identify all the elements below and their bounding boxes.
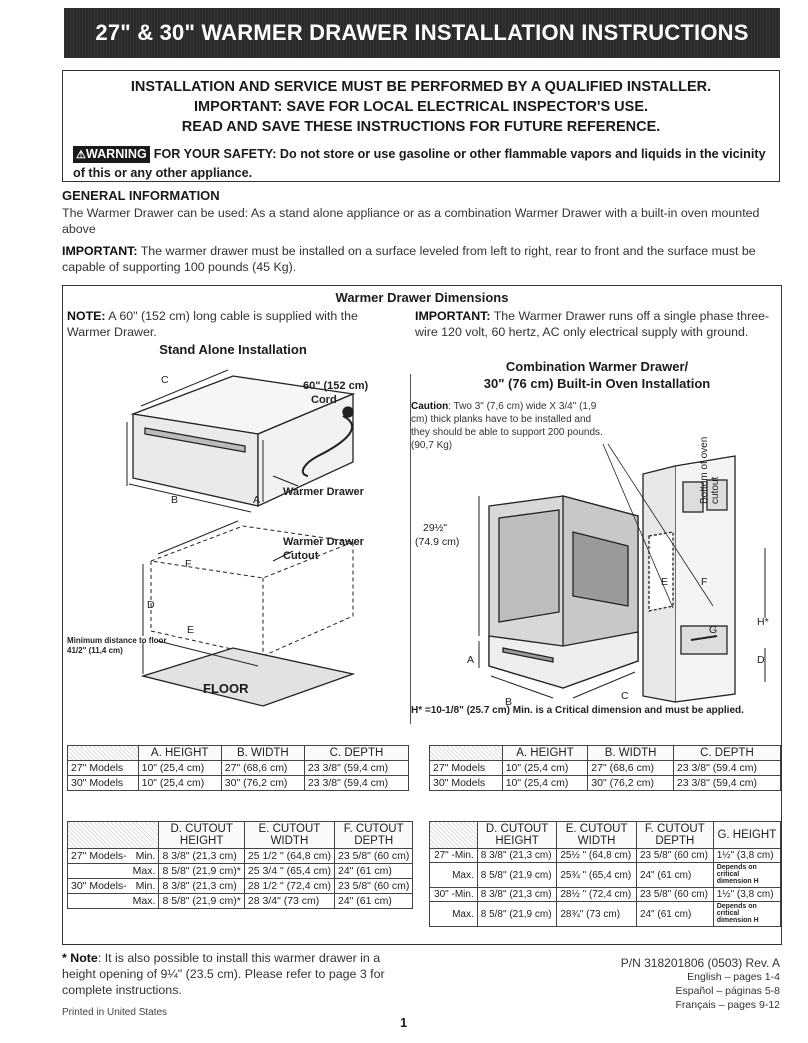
table-cell: 30" (76,2 cm) (221, 776, 304, 791)
critical-dimension-note: H* =10-1/8" (25.7 cm) Min. is a Critical dimension and must be applied. (411, 705, 744, 716)
cutout-table-left (67, 821, 413, 909)
electrical-note (415, 308, 779, 340)
caution-label: Caution (411, 401, 449, 412)
table-cell: 25½ " (64,8 cm) (557, 849, 637, 863)
label-b: B (171, 494, 179, 506)
table-cell: 30" (76,2 cm) (588, 776, 674, 791)
table-row (68, 849, 413, 864)
size-left-header-width: B. WIDTH (221, 746, 304, 761)
important-label: IMPORTANT: (62, 244, 138, 258)
lang-french: Français – pages 9-12 (675, 999, 780, 1011)
cutout-right-header-f (636, 822, 713, 849)
table-cell (68, 864, 130, 879)
table-cell: 24" (61 cm) (334, 864, 412, 879)
cutout-right-corner (430, 822, 478, 849)
table-cell (713, 863, 780, 888)
header-line: F. CUTOUT (343, 823, 404, 835)
size-right-header-width: B. WIDTH (588, 746, 674, 761)
header-line: E. CUTOUT (258, 823, 321, 835)
combination-title (415, 358, 779, 392)
table-cell: 28¾" (73 cm) (557, 902, 637, 927)
size-left-header-height: A. HEIGHT (138, 746, 221, 761)
cutout-right-header-e (557, 822, 637, 849)
table-cell: 23 5/8" (60 cm) (636, 888, 713, 902)
table-cell: Max. (430, 863, 478, 888)
height-opening-note (62, 950, 402, 998)
oven-height-label-2: (74.9 cm) (415, 536, 460, 548)
combo-label-e: E (661, 576, 669, 588)
table-cell: 8 5/8" (21,9 cm) (477, 902, 557, 927)
combo-label-g: G (709, 624, 718, 636)
combo-label-b: B (505, 696, 513, 708)
cord-label-2: Cord (311, 394, 337, 406)
label-d: D (147, 599, 155, 611)
table-cell: 28 3/4" (73 cm) (244, 894, 334, 909)
table-cell: 8 5/8" (21,9 cm)* (159, 864, 244, 879)
min-floor-label-2: 41/2" (11,4 cm) (67, 646, 123, 655)
dimensions-panel (62, 285, 782, 945)
size-table-left (67, 745, 409, 791)
dimensions-title: Warmer Drawer Dimensions (335, 290, 509, 305)
min-floor-label-1: Minimum distance to floor (67, 636, 167, 645)
warmer-drawer-label: Warmer Drawer (283, 486, 364, 498)
table-cell: 25¾ " (65,4 cm) (557, 863, 637, 888)
caution-text: : Two 3" (7,6 cm) wide X 3/4" (1,9 cm) thick planks have to be installed and they should be able to support 200 pounds. (90,7 Kg) (411, 401, 603, 451)
footnote-label: * Note (62, 951, 98, 965)
table-cell: 23 3/8" (59.4 cm) (673, 761, 780, 776)
header-line: F. CUTOUT (644, 823, 705, 835)
general-text: The Warmer Drawer can be used: As a stand alone appliance or as a combination Warmer Drawer with a built-in oven mounted above (62, 206, 760, 236)
printed-in: Printed in United States (62, 1007, 168, 1018)
table-cell: 1½" (3,8 cm) (713, 849, 780, 863)
cutout-right-header-d (477, 822, 557, 849)
warning-badge (73, 146, 150, 163)
table-row (430, 776, 781, 791)
page-title: 27" & 30" WARMER DRAWER INSTALLATION INSTRUCTIONS (64, 8, 780, 58)
label-c: C (161, 374, 169, 386)
combo-label-f: F (701, 576, 708, 588)
floor-slab (143, 648, 353, 706)
table-cell: 24" (61 cm) (334, 894, 412, 909)
cable-note-label: NOTE: (67, 309, 106, 323)
notice-line-2: IMPORTANT: SAVE FOR LOCAL ELECTRICAL INSPECTOR'S USE. (193, 99, 649, 115)
cutout-left-header-e (244, 822, 334, 849)
lang-english: English – pages 1-4 (687, 971, 780, 983)
table-row (68, 879, 413, 894)
size-left-header-depth: C. DEPTH (304, 746, 408, 761)
table-cell: 27" (68,6 cm) (221, 761, 304, 776)
combination-title-line-2: 30" (76 cm) Built-in Oven Installation (483, 376, 711, 391)
table-cell: 27" -Min. (430, 849, 478, 863)
table-row (68, 864, 413, 879)
table-cell: 30" Models (68, 776, 139, 791)
notice-line-3: READ AND SAVE THESE INSTRUCTIONS FOR FUTURE REFERENCE. (181, 119, 661, 135)
table-cell: Max. (430, 902, 478, 927)
size-left-corner (68, 746, 139, 761)
warning-row (73, 145, 769, 183)
header-line: HEIGHT (179, 835, 224, 847)
important-text: The warmer drawer must be installed on a surface leveled from left to right, rear to front and the surface must be capable of supporting 100 pounds (45 Kg). (62, 244, 756, 274)
warning-badge-label: WARNING (85, 147, 147, 161)
cutout-left-header-f (334, 822, 412, 849)
table-cell: 24" (61 cm) (636, 902, 713, 927)
table-cell: 10" (25,4 cm) (138, 776, 221, 791)
important-note (62, 243, 782, 275)
table-cell (713, 902, 780, 927)
cutout-table-right (429, 821, 781, 927)
standalone-title: Stand Alone Installation (159, 342, 307, 357)
warning-triangle-icon: ⚠ (76, 149, 86, 161)
dim-f-line (158, 521, 238, 554)
table-cell: 23 5/8" (60 cm) (334, 879, 412, 894)
electrical-note-text: The Warmer Drawer runs off a single phase three-wire 120 volt, 60 hertz, AC only electrical supply with ground. (415, 309, 770, 339)
table-cell: 30" Models- (68, 879, 130, 894)
table-cell: 28½ " (72,4 cm) (557, 888, 637, 902)
combination-title-line-1: Combination Warmer Drawer/ (505, 359, 689, 374)
table-cell: 10" (25,4 cm) (502, 761, 588, 776)
cutout-right-header-g: G. HEIGHT (713, 822, 780, 849)
cutout-left-corner (68, 822, 159, 849)
cutout-label-2: Cutout (283, 550, 319, 562)
table-cell: 8 5/8" (21,9 cm) (477, 863, 557, 888)
oven-door (499, 510, 559, 622)
bottom-cutout-label: Bottom of oven cutout (699, 436, 721, 504)
cutout-left-header-d (159, 822, 244, 849)
header-line: D. CUTOUT (170, 823, 233, 835)
table-row (430, 902, 781, 927)
table-cell: 25 1/2 " (64,8 cm) (244, 849, 334, 864)
size-table-right (429, 745, 781, 791)
table-cell: 10" (25,4 cm) (138, 761, 221, 776)
combo-label-d: D (757, 654, 765, 666)
table-cell: 23 5/8" (60 cm) (636, 849, 713, 863)
table-row (430, 849, 781, 863)
cord-label-1: 60" (152 cm) (303, 380, 369, 392)
table-cell: Min. (130, 849, 159, 864)
cutout-top (151, 526, 353, 578)
table-cell: Max. (130, 894, 159, 909)
combo-label-a: A (467, 654, 475, 666)
table-cell: Min. (130, 879, 159, 894)
table-row (430, 761, 781, 776)
warning-text: FOR YOUR SAFETY: Do not store or use gasoline or other flammable vapors and liquids in the vicinity of this or any other appliance. (73, 147, 766, 180)
lang-spanish: Español – páginas 5-8 (675, 985, 780, 997)
table-row (430, 888, 781, 902)
floor-label: FLOOR (203, 681, 249, 696)
table-cell: 27" Models (68, 761, 139, 776)
part-number-block (621, 956, 780, 1012)
combo-label-c: C (621, 690, 629, 702)
table-cell: 27" Models (430, 761, 503, 776)
size-right-header-height: A. HEIGHT (502, 746, 588, 761)
table-cell: 23 3/8" (59,4 cm) (304, 776, 408, 791)
part-number: P/N 318201806 (0503) Rev. A (620, 956, 780, 970)
header-line: D. CUTOUT (485, 823, 549, 835)
notice-line-1: INSTALLATION AND SERVICE MUST BE PERFORMED BY A QUALIFIED INSTALLER. (130, 79, 712, 95)
table-cell: 10" (25,4 cm) (502, 776, 588, 791)
table-cell: 24" (61 cm) (636, 863, 713, 888)
header-line: WIDTH (270, 835, 309, 847)
header-line: E. CUTOUT (565, 823, 628, 835)
table-cell: 28 1/2 " (72,4 cm) (244, 879, 334, 894)
cord-plug (343, 407, 353, 417)
table-cell: 1½" (3,8 cm) (713, 888, 780, 902)
table-cell: 25 3/4 " (65,4 cm) (244, 864, 334, 879)
depends-note: Depends on critical dimension H (716, 864, 759, 885)
table-cell: 30" Models (430, 776, 503, 791)
combo-label-h: H* (757, 616, 769, 628)
oven-height-label-1: 29½" (423, 522, 448, 534)
depends-note: Depends on critical dimension H (716, 903, 759, 924)
table-cell (68, 894, 130, 909)
table-cell: 8 5/8" (21,9 cm)* (159, 894, 244, 909)
general-heading: GENERAL INFORMATION (62, 188, 220, 203)
label-a: A (253, 494, 261, 506)
label-e: E (187, 624, 195, 636)
table-cell: 8 3/8" (21,3 cm) (159, 849, 244, 864)
table-cell: 8 3/8" (21,3 cm) (477, 849, 557, 863)
header-line: WIDTH (577, 835, 616, 847)
size-right-corner (430, 746, 503, 761)
size-right-header-depth: C. DEPTH (673, 746, 780, 761)
table-cell: Max. (130, 864, 159, 879)
electrical-note-label: IMPORTANT: (415, 309, 491, 323)
table-row (68, 761, 409, 776)
header-line: DEPTH (354, 835, 394, 847)
cutout-label-1: Warmer Drawer (283, 536, 364, 548)
cabinet-drawer (681, 626, 727, 654)
header-line: HEIGHT (495, 835, 539, 847)
table-row (430, 863, 781, 888)
cable-note (67, 308, 403, 340)
label-f: F (185, 558, 192, 570)
page-number: 1 (400, 1015, 408, 1030)
footnote-text: : It is also possible to install this warmer drawer in a height opening of 9¼" (23.5 cm). Please refer to page 3 for complete instructions. (62, 951, 385, 997)
table-cell: 8 3/8" (21,3 cm) (477, 888, 557, 902)
table-row (68, 776, 409, 791)
table-cell: 27" (68,6 cm) (588, 761, 674, 776)
table-row (68, 894, 413, 909)
table-cell: 23 3/8" (59,4 cm) (304, 761, 408, 776)
table-cell: 23 5/8" (60 cm) (334, 849, 412, 864)
safety-notice (62, 70, 780, 182)
table-cell: 30" -Min. (430, 888, 478, 902)
table-cell: 8 3/8" (21,3 cm) (159, 879, 244, 894)
table-cell: 23 3/8" (59,4 cm) (673, 776, 780, 791)
cable-note-text: A 60" (152 cm) long cable is supplied with the Warmer Drawer. (67, 309, 358, 339)
table-cell: 27" Models- (68, 849, 130, 864)
header-line: DEPTH (655, 835, 695, 847)
